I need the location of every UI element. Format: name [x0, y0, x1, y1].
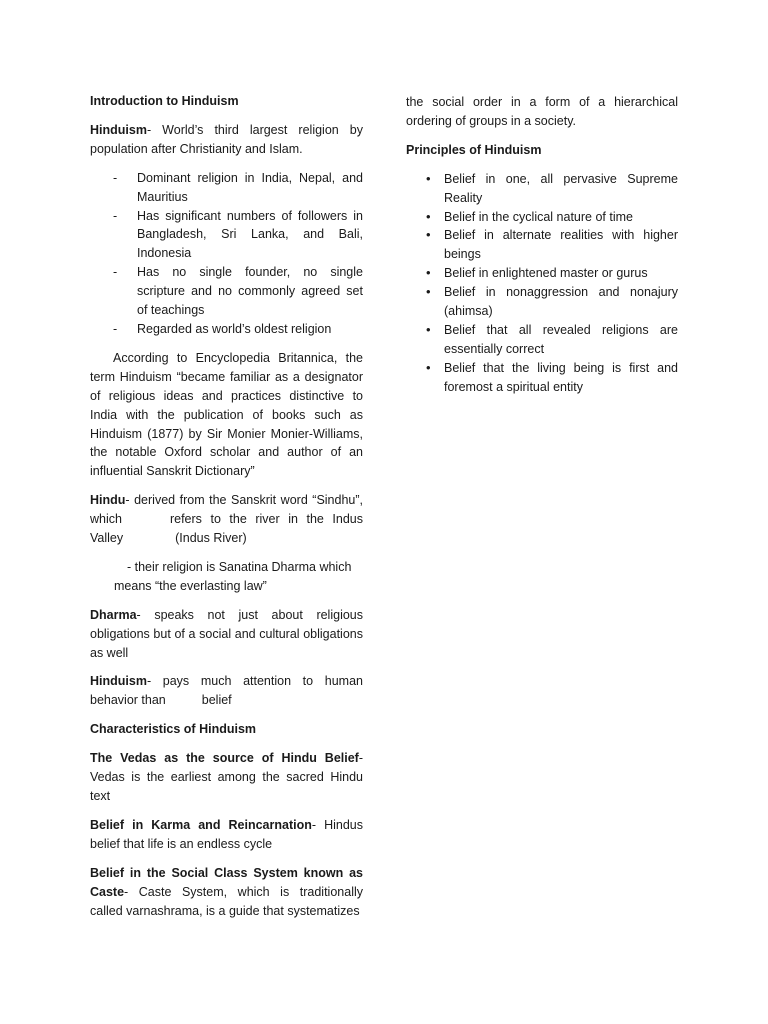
- bullet-icon: •: [426, 227, 431, 243]
- definition-text: belief: [201, 693, 232, 708]
- list-item: • Belief in alternate realities with higher beings: [426, 227, 678, 262]
- definition-term: Belief in Karma and Reincarnation: [90, 817, 312, 832]
- list-item: - Has significant numbers of followers in Bangladesh, Sri Lanka, and Bali, Indonesia: [113, 208, 363, 261]
- definition-text: - Hindus belief that life is an endless cycle: [90, 817, 363, 851]
- hinduism-facts-list: [90, 169, 363, 339]
- definition-text: - Vedas is the earliest among the sacred Hindu text: [90, 751, 363, 803]
- note-line: means “the everlasting law”: [114, 578, 267, 593]
- list-item: • Belief in nonaggression and nonajury (ahimsa): [426, 284, 678, 319]
- definition-term: The Vedas as the source of Hindu Belief: [90, 751, 359, 766]
- definition-term: Hindu: [90, 493, 126, 508]
- list-item: - Regarded as world’s oldest religion: [90, 320, 363, 339]
- definition-term: Dharma: [90, 607, 137, 622]
- bullet-icon: •: [426, 284, 431, 300]
- list-item: - Has no single founder, no single scripture and no commonly agreed set of teachings: [113, 265, 363, 318]
- list-item: • Belief in the cyclical nature of time: [426, 208, 678, 227]
- vedas-paragraph: [90, 749, 363, 806]
- dash-bullet: -: [113, 208, 118, 223]
- list-item: • Belief that all revealed religions are essentially correct: [426, 321, 678, 356]
- list-item: • Belief in one, all pervasive Supreme Reality: [426, 170, 678, 205]
- britannica-paragraph: According to Encyclopedia Britannica, the term Hinduism “became familiar as a designator of religious ideas and practices distinctive to India with the publication of books such as Hinduism (1877) by Sir Monier Monier-Williams, the notable Oxford scholar and author of an influential Sanskrit Dictionary”: [90, 350, 363, 479]
- caste-paragraph: [90, 864, 363, 921]
- principles-heading: Principles of Hinduism: [406, 142, 542, 157]
- bullet-icon: •: [426, 265, 431, 281]
- hindu-definition: [90, 491, 363, 548]
- characteristics-heading: Characteristics of Hinduism: [90, 722, 257, 737]
- list-item: - Dominant religion in India, Nepal, and Mauritius: [113, 170, 363, 204]
- definition-text: - World’s third largest religion by population after Christianity and Islam.: [90, 122, 363, 156]
- karma-paragraph: [90, 816, 363, 854]
- definition-term: Hinduism: [90, 674, 147, 689]
- bullet-icon: •: [426, 208, 431, 224]
- continuation-paragraph: the social order in a form of a hierarchical ordering of groups in a society.: [406, 95, 678, 128]
- left-column: [90, 92, 363, 930]
- list-item: • Belief in enlightened master or gurus: [426, 264, 678, 283]
- definition-text: refers to the river in the Indus Valley: [90, 512, 363, 546]
- dharma-definition: [90, 606, 363, 663]
- definition-term: Belief in the Social Class System known as Caste: [90, 865, 363, 899]
- list-item: • Belief that the living being is first and foremost a spiritual entity: [426, 359, 678, 394]
- definition-text: - pays much attention to human behavior than: [90, 674, 363, 708]
- definition-term: Hinduism: [90, 122, 147, 137]
- definition-text: (Indus River): [175, 531, 247, 546]
- bullet-icon: •: [426, 321, 431, 337]
- page-title: Introduction to Hinduism: [90, 94, 239, 108]
- principles-list: [406, 170, 678, 397]
- definition-text: - speaks not just about religious obligations but of a social and cultural obligations as well: [90, 607, 363, 660]
- definition-text: - Caste System, which is traditionally called varnashrama, is a guide that systematizes: [90, 884, 363, 918]
- note-line: - their religion is Sanatina Dharma which: [127, 559, 352, 574]
- dash-bullet: -: [113, 265, 118, 280]
- hinduism-definition: [90, 121, 363, 159]
- bullet-icon: •: [426, 170, 431, 186]
- hinduism-behavior-definition: [90, 672, 363, 710]
- sanatana-dharma-note: [90, 558, 363, 596]
- right-column: [406, 93, 678, 407]
- dash-bullet: -: [113, 170, 118, 185]
- bullet-icon: •: [426, 359, 431, 375]
- definition-text: - derived from the Sanskrit word “Sindhu”, which: [90, 493, 363, 527]
- dash-bullet: -: [113, 321, 118, 336]
